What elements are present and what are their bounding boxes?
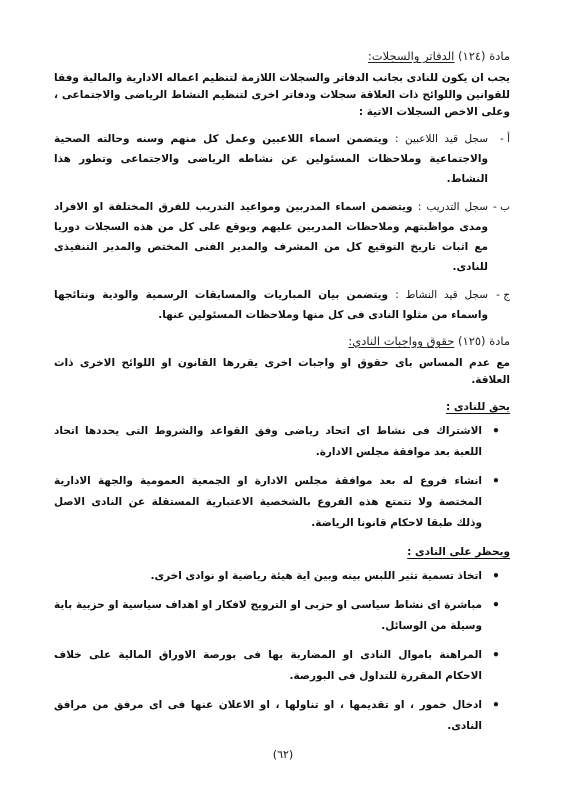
rights-list — [54, 421, 510, 534]
list-item — [54, 695, 510, 737]
register-item — [54, 197, 510, 277]
register-marker: ب - — [492, 201, 510, 213]
register-text — [54, 197, 488, 277]
register-description: ويتضمن اسماء اللاعبين وعمل كل منهم وسنه وحالته الصحية والاجتماعية وملاحظات المسئولين عن نشاطه الرياضى والاجتماعى وتطور هذا النشاط. — [54, 133, 488, 185]
bullet-icon: • — [492, 648, 500, 662]
article-125-heading — [54, 333, 510, 349]
register-name: سجل التدريب : — [417, 201, 489, 213]
page-number: (٦٢) — [272, 748, 294, 761]
register-marker: ج - — [496, 289, 510, 301]
article-124-heading — [54, 48, 510, 64]
rights-heading: يحق للنادى : — [446, 401, 510, 413]
list-item — [54, 421, 510, 463]
list-item-text: مباشرة اى نشاط سياسى او حزبى او الترويج لافكار او اهداف سياسية او حزبية باية وسيلة من الوسائل. — [54, 599, 482, 632]
register-marker: أ - — [499, 133, 510, 145]
register-name: سجل قيد اللاعبين : — [395, 133, 488, 145]
prohibited-heading: ويحظر على النادى : — [407, 546, 510, 558]
bullet-icon: • — [492, 569, 500, 583]
article-124-number: مادة (١٢٤) — [458, 49, 510, 63]
register-description: ويتضمن اسماء المدربين ومواعيد التدريب للفرق المختلفة او الافراد ومدى مواظبتهم وملاحظات المدربين عليهم ويوقع على كل من هذه السجلات دوريا مع اثبات تاريخ التوقيع كل من المشرف والمدير الفنى المختص والمدير التنفيذى للنادى. — [54, 201, 488, 273]
register-name: سجل قيد النشاط : — [395, 289, 488, 301]
list-item — [54, 471, 510, 534]
register-text — [54, 285, 488, 325]
register-description: ويتضمن بيان المباريات والمسابقات الرسمية والودية ونتائجها واسماء من مثلوا النادى فى كل منها وملاحظات المسئولين عنها. — [54, 289, 488, 321]
list-item-text: اتخاذ تسمية تثير اللبس بينه وبين اية هيئة رياضية او نوادى اخرى. — [150, 570, 482, 582]
register-text — [54, 129, 488, 189]
list-item-text: المراهنة باموال النادى او المضاربة بها فى بورصة الاوراق المالية على خلاف الاحكام المقررة للتداول فى البورصة. — [54, 649, 482, 682]
register-item — [54, 285, 510, 325]
bullet-icon: • — [492, 698, 500, 712]
register-item — [54, 129, 510, 189]
list-item-text: انشاء فروع له بعد موافقة مجلس الادارة او الجمعية العمومية والجهة الادارية المختصة ولا تتمتع هذه الفروع بالشخصية الاعتبارية المستقلة عن النادى الاصل وذلك طبقا لاحكام قانونا الرياضة. — [54, 475, 482, 529]
list-item — [54, 566, 510, 587]
prohibited-list — [54, 566, 510, 737]
list-item — [54, 595, 510, 637]
list-item-text: الاشتراك فى نشاط اى اتحاد رياضى وفق القواعد والشروط التى يحددها اتحاد اللعبة بعد موافقة مجلس الادارة. — [54, 425, 482, 458]
list-item-text: ادخال خمور ، او تقديمها ، او تناولها ، او الاعلان عنها فى اى مرفق من مرافق النادى. — [54, 699, 482, 732]
bullet-icon: • — [492, 474, 500, 488]
article-125-title: حقوق وواجبات النادي: — [348, 334, 455, 348]
article-125-number: مادة (١٢٥) — [458, 334, 510, 348]
bullet-icon: • — [492, 598, 500, 612]
article-124-title: الدفاتر والسجلات: — [367, 49, 455, 63]
article-124-intro: يجب ان يكون للنادى بجانب الدفاتر والسجلات اللازمة لتنظيم اعماله الادارية والمالية وفقا للقوانين واللوائح ذات العلاقة سجلات ودفاتر اخرى لتنظيم النشاط الرياضى والاجتماعى ، وعلى الاخص السجلات الاتية : — [54, 72, 510, 118]
list-item — [54, 645, 510, 687]
bullet-icon: • — [492, 424, 500, 438]
article-125-intro: مع عدم المساس باى حقوق او واجبات اخرى يقررها القانون او اللوائح الاخرى ذات العلاقة. — [54, 357, 510, 386]
